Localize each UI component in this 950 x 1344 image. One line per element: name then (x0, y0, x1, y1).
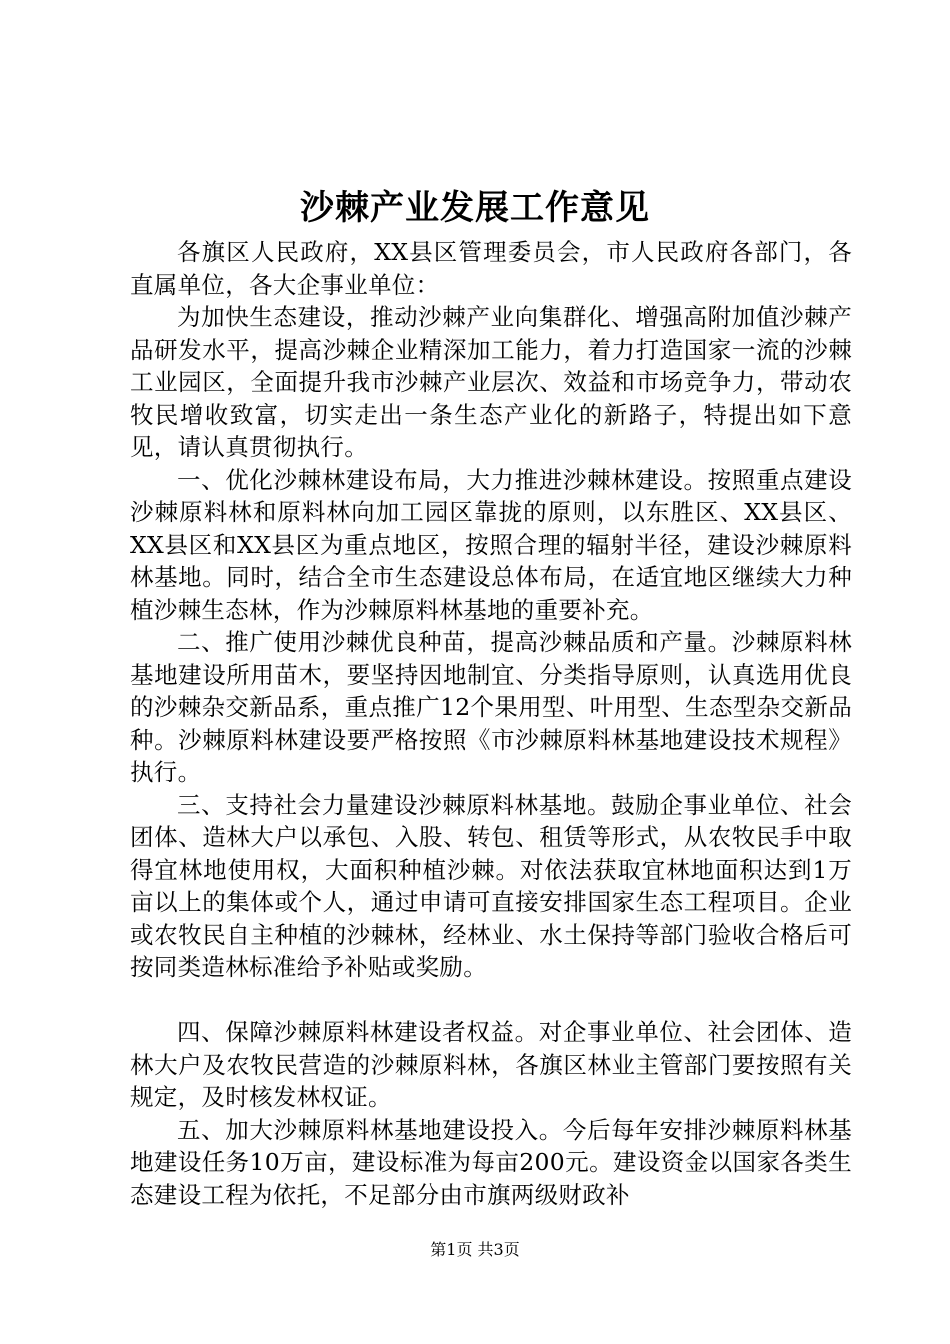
document-title: 沙棘产业发展工作意见 (300, 188, 650, 228)
page-footer: 第1页 共3页 (430, 1240, 520, 1259)
document-body (130, 236, 852, 1211)
section-4-paragraph: 四、保障沙棘原料林建设者权益。对企事业单位、社会团体、造林大户及农牧民营造的沙棘原料林，各旗区林业主管部门要按照有关规定，及时核发林权证。 (130, 1018, 852, 1111)
salutation-paragraph: 各旗区人民政府，XX县区管理委员会，市人民政府各部门，各直属单位，各大企事业单位： (130, 238, 852, 299)
intro-paragraph: 为加快生态建设，推动沙棘产业向集群化、增强高附加值沙棘产品研发水平，提高沙棘企业精深加工能力，着力打造国家一流的沙棘工业园区，全面提升我市沙棘产业层次、效益和市场竞争力，带动农牧民增收致富，切实走出一条生态产业化的新路子，特提出如下意见，请认真贯彻执行。 (130, 303, 852, 461)
section-3-paragraph: 三、支持社会力量建设沙棘原料林基地。鼓励企事业单位、社会团体、造林大户以承包、入股、转包、租赁等形式，从农牧民手中取得宜林地使用权，大面积种植沙棘。对依法获取宜林地面积达到1万亩以上的集体或个人，通过申请可直接安排国家生态工程项目。企业或农牧民自主种植的沙棘林，经林业、水土保持等部门验收合格后可按同类造林标准给予补贴或奖励。 (130, 790, 852, 981)
section-1-paragraph: 一、优化沙棘林建设布局，大力推进沙棘林建设。按照重点建设沙棘原料林和原料林向加工园区靠拢的原则，以东胜区、XX县区、XX县区和XX县区为重点地区，按照合理的辐射半径，建设沙棘原料林基地。同时，结合全市生态建设总体布局，在适宜地区继续大力种植沙棘生态林，作为沙棘原料林基地的重要补充。 (130, 465, 852, 624)
section-2-paragraph: 二、推广使用沙棘优良种苗，提高沙棘品质和产量。沙棘原料林基地建设所用苗木，要坚持因地制宜、分类指导原则，认真选用优良的沙棘杂交新品系，重点推广12个果用型、叶用型、生态型杂交新品种。沙棘原料林建设要严格按照《市沙棘原料林基地建设技术规程》执行。 (130, 628, 852, 786)
section-5-paragraph: 五、加大沙棘原料林基地建设投入。今后每年安排沙棘原料林基地建设任务10万亩，建设标准为每亩200元。建设资金以国家各类生态建设工程为依托，不足部分由市旗两级财政补 (130, 1115, 852, 1209)
blank-line (130, 984, 852, 1017)
